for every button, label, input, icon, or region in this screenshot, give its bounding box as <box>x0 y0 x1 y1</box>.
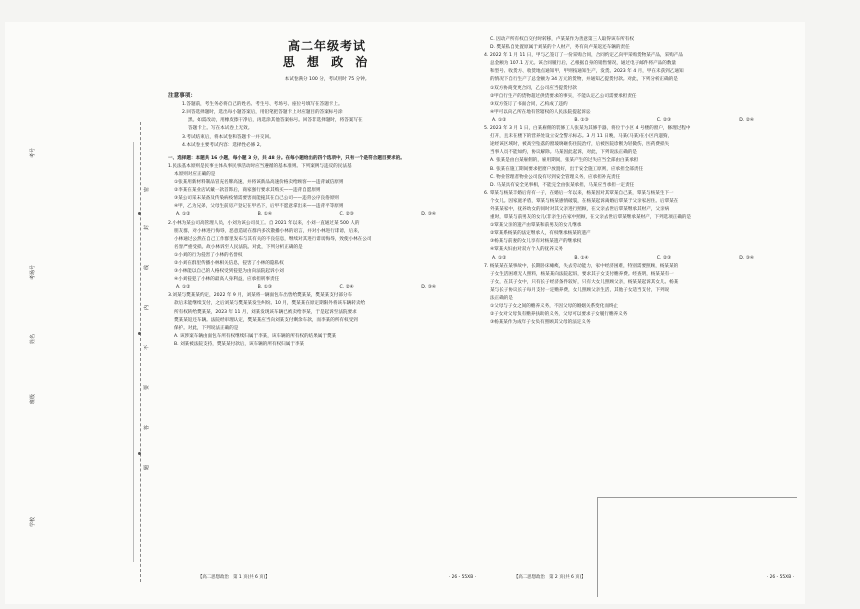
choice-b: B. ①④ <box>257 212 272 218</box>
question-text: 子女生活困难无人照料，杨某某向法院起诉，要求其子女支付赡养费。经查明，杨某某有一 <box>490 271 674 277</box>
binding-label-name: 姓名 <box>30 333 36 344</box>
notice-line: 3.考试结束后，将本试卷和答题卡一并交回。 <box>182 134 274 140</box>
question-option: D. 马某具有安全见事相，不能完全由张某承担，马某应当承担一定责任 <box>490 182 635 188</box>
question-text: 1.民法基本原则是民事主体从事民事活动时应当遵循的基本准则。下列案例与违反的民法基 <box>168 163 352 169</box>
subject-title: 思 想 政 治 <box>282 55 372 69</box>
seal-char: 线 <box>144 264 150 270</box>
choice-b: B. ①③ <box>257 285 272 291</box>
seal-char: 密 <box>144 186 150 192</box>
exam-title: 高二年级考试 <box>287 39 366 53</box>
question-text: 款后未能继续支付，之后刘某与樊某某发生纠纷。10 月，樊某某在原定期限外将该车辆转卖给 <box>174 301 366 307</box>
seal-char: 封 <box>144 224 150 230</box>
question-2 <box>168 220 486 293</box>
question-text: 总金额为 107.1 万元。该合同履行后，乙根据自身的销售情况，通过电子邮件将产品的数量 <box>490 61 677 67</box>
question-text: 重时，覃某与前男友的女儿(非亲生)在家中照顾，在父亲去世后覃某继承某财产，下列选项正确的是 <box>490 215 692 221</box>
question-option: ③杨某某作为成年子女负有照顾其父母的法定义务 <box>490 320 591 326</box>
binding-margin <box>5 22 150 604</box>
question-option: B. 张某在施工期间要求把窗户放置好，出于安全施工原则，应承担全部责任 <box>490 166 644 172</box>
question-text: 樊某某返还车辆。法院经审理认定，樊某某应当向刘某支付剩余车款，而李某的所有权受到 <box>174 317 358 323</box>
scan-edge-vertical <box>597 497 598 597</box>
question-text: 打开，且未在楼下的营养处设立安全警示标志。3 月 11 日晚，马某(马某)在小区内遛狗， <box>490 134 673 140</box>
seal-dot <box>138 332 141 335</box>
page-2 <box>484 22 804 604</box>
question-option: ②子女对父母负有赡养扶助的义务，父母可以要求子女履行赡养义务 <box>490 312 628 318</box>
question-option: A. 张某是由白某雇佣的，雇用期间，张某产生的过失应当全部由白某承担 <box>490 158 639 164</box>
scan-edge-horizontal <box>597 497 797 498</box>
exam-sheet <box>5 22 805 604</box>
question-option: ①小刘的行为侵害了小林的名誉权 <box>174 252 243 258</box>
seal-dashed-line <box>140 122 141 582</box>
question-option: D. 樊某私自处置原属于刘某的个人财产，务有向卢某返还车辆的责任 <box>490 45 630 51</box>
choice-c: C. ②③ <box>656 117 672 123</box>
answer-choices <box>484 117 804 125</box>
seal-dot <box>138 212 141 215</box>
answer-choices <box>168 284 486 292</box>
seal-dot <box>138 452 141 455</box>
question-text: 名誉严重受损。故小林诉至人民法院。对此，下列分析正确的是 <box>174 244 303 250</box>
question-option: ③某公司采末某备及传染病疫情需要害而能拖其在自己公司——违背公序良俗原则 <box>174 196 339 202</box>
choice-b: B. ①③ <box>574 117 589 123</box>
question-text: 子女，在其子女中，只有长子经济条件较好，只有大女儿照顾父亲，杨某某起诉其女儿、杨某 <box>490 279 679 285</box>
question-text: 6. 覃某与杨某丰婚后育有一子，在婚后一年以来，杨某因对其覃某自己某，覃某与杨某生下一 <box>484 190 674 196</box>
question-text: 某与长子协议长子每月支付一定赡养费，女儿照顾父亲生活，其他子女适当支付，下列说 <box>490 287 670 293</box>
binding-label-exam-number: 考号 <box>30 147 36 158</box>
question-5 <box>484 125 804 190</box>
notice-line: 1.答题前，考生务必将自己的姓名、考生号、考场号、座位号填写在答题卡上。 <box>182 102 343 108</box>
question-4 <box>484 52 804 125</box>
question-text: 所有权转给樊某某，2023 年 11 月，刘某发现该车辆已被卖给李某，于是起诉至法院要求 <box>174 309 357 315</box>
footer-page-label: 【高二思想政治 第 1 页(共 6 页)】 <box>198 574 270 580</box>
binding-label-class: 班级 <box>30 393 36 404</box>
seal-char: 要 <box>144 384 150 390</box>
page-footer <box>484 574 804 582</box>
question-option: ②小刘在群里传播小林相关信息，侵害了小林的隐私权 <box>174 260 284 266</box>
answer-choices <box>168 211 486 219</box>
question-text: 7. 杨某某在某事故中，长期卧床瘫痪，失去劳动能力，家中经济困难，特别需要照顾，杨某某的 <box>484 263 679 269</box>
question-3 <box>168 292 486 349</box>
choice-a: A. ①② <box>176 285 191 291</box>
question-text: 保护。对此，下列说法正确的是 <box>174 325 239 331</box>
seal-char: 不 <box>144 344 150 350</box>
notice-line: 黑。如需改动，用橡皮擦干净后，再选涂其他答案标号。回答非选择题时，将答案写在 <box>188 118 363 124</box>
question-text: 5. 2023 年 3 月 1 日，白某雇佣的装修工人张某为其修手器，将位于小区 4 号楼的窗户，修理过程中 <box>484 126 691 132</box>
choice-c: C. ②④ <box>339 285 354 291</box>
choice-a: A. ①② <box>492 255 507 261</box>
choice-d: D. ②④ <box>739 117 754 123</box>
question-option: ①张某用新材料制品冒充名牌高速，并将该新品高速价格卖给顾客——违背诚信原则 <box>174 180 344 186</box>
question-option: ①覃某父亲的遗产由覃某和前男友的女儿继承 <box>490 223 582 229</box>
question-option: ①双方协商变更合同，乙公司应当提货付款 <box>490 85 577 91</box>
footer-code: · 26 - 55XB · <box>448 574 476 580</box>
question-6 <box>484 190 804 263</box>
question-option: ①父母与子女之间的赡养义务，不因父母的婚姻关系变化而终止 <box>490 304 619 310</box>
question-text: 本原则对应正确的是 <box>174 171 216 177</box>
seal-char: 内 <box>144 304 150 310</box>
notice-line: 答题卡上。写在本试卷上无效。 <box>188 126 253 132</box>
choice-d: D. ③④ <box>421 285 436 291</box>
question-text: 的情况下自行生产了总金额为 34 万元的货物，并通知乙提货付款。对此，下列分析正确的是 <box>490 77 678 83</box>
question-text: 当事人员不能如约，协议解除。马某因此起诉，对此，下列说法正确的是 <box>490 150 638 156</box>
question-option: C. 因动产所有权自交付时转移，卢某某作为善意第三人取得该车所有权 <box>490 37 634 42</box>
question-1 <box>168 163 486 220</box>
page-1 <box>168 22 486 604</box>
question-option: ④甲，乙为兄弟，父母生前房产登记在甲名下，后甲不愿意拿出来——违背平等原则 <box>174 204 344 210</box>
question-text: 4. 2022 年 1 月 11 日，甲与乙签订了一份采购合同，合同约定乙向甲采购货物某产品，采购产品 <box>484 53 683 59</box>
footer-code: · 26 - 55XB · <box>766 574 794 580</box>
notice-line: 2.回答选择题时，选出每小题答案后，用铅笔把答题卡上对应题目的答案标号涂 <box>182 110 343 116</box>
question-option: ③小林能以自己的人格权受到侵犯为由向法院起诉小刘 <box>174 269 284 275</box>
question-option: ③杨某与前妻的女儿享有对杨某遗产的继承权 <box>490 239 582 245</box>
choice-a: A. ①② <box>492 117 507 123</box>
question-text: 外某某家中，抚养幼女的同时对其父亲进行照顾，在父亲去世后覃某继承其财产，父亲病 <box>490 206 670 212</box>
question-text: 2.小林为某公司高管理人员，小刘为该公司员工。自 2021 年以来，小刘一直通过某 500 人的 <box>168 220 360 226</box>
seal-solid-line <box>133 142 134 562</box>
question-option: A. 该涉案车辆由面包车所有权继续归属于李某，该车辆的所有权的结果属于樊某 <box>174 333 337 339</box>
notice-line: 4.本试卷主要考试内容：选择性必修 2。 <box>182 142 265 148</box>
section-heading: 一、选择题：本题共 16 小题，每小题 3 分，共 48 分。在每小题给出的四个选项中，只有一个是符合题目要求的。 <box>168 155 405 161</box>
question-option: ②李某在某业店试戴一款首饰后，商家强行要求其购买——违背自愿原则 <box>174 188 321 194</box>
question-option: ②覃某系杨某的法定继承人，有权继承杨某的遗产 <box>490 231 591 237</box>
page-footer <box>168 574 486 582</box>
question-option: C. 物业管理者物业公司没有尽到安全管理义务，应承担补充责任 <box>490 174 621 180</box>
choice-c: C. ②③ <box>339 212 354 218</box>
question-option: ④小刘侵犯了小林的最高人身利益，应承担刑事责任 <box>174 277 280 283</box>
question-option: ④覃某夫妇由对双方个人的抚养义务 <box>490 247 564 253</box>
question-text: 3.刘某与樊某某约定，2022 年 9 月，刘某将一辆面包车出售给樊某某，樊某某支付部分车 <box>168 293 353 299</box>
choice-b: B. ①④ <box>574 255 589 261</box>
question-option: B. 刘某被法院支持，樊某某付款后，该车辆的所有权归属于李某 <box>174 341 305 347</box>
footer-page-label: 【高二思想政治 第 2 页(共 6 页)】 <box>514 574 586 580</box>
choice-c: C. ②③ <box>656 255 672 261</box>
question-7 <box>484 263 804 328</box>
question-text: 途经该区域时，被高空坠落的窗玻璃砸伤住院治疗，后被医院诊断为轻微伤，医药费损失 <box>490 142 670 148</box>
answer-choices <box>484 255 804 263</box>
choice-a: A. ①② <box>176 212 191 218</box>
notice-block <box>168 92 486 150</box>
question-text: 个女儿。因家庭矛盾，覃某与杨某感情破裂，在杨某起诉离婚后覃某于父亲家居住。后覃某在 <box>490 198 679 204</box>
question-text: 和型号、收货方、收货地点通知甲，甲则按通知生产，发货。2023 年 4 月，甲在未获到乙通知 <box>490 69 684 75</box>
question-text: 朋友群，对小林进行侮辱，恶意造谣在群内多次散播小林的语言，并对小林进行诽谤，后来， <box>174 228 363 234</box>
notice-title: 注意事项： <box>168 93 196 100</box>
choice-d: D. ③④ <box>421 212 436 218</box>
seal-char: 题 <box>144 464 150 470</box>
question-option: ④甲可以向乙所在地有管辖权的人民法院提起诉讼 <box>490 109 591 115</box>
exam-meta: 本试卷满分 100 分，考试用时 75 分钟。 <box>284 77 370 82</box>
binding-label-school: 学校 <box>30 516 36 527</box>
binding-label-room: 考场号 <box>30 264 36 280</box>
question-option: ③双方签订了书面合同，乙构成了违约 <box>490 101 568 107</box>
question-option: ②甲自行生产的货物超过供货要求的事实，不能认定乙公司需要承担责任 <box>490 93 637 99</box>
choice-d: D. ③④ <box>739 255 754 261</box>
seal-char: 答 <box>144 424 150 430</box>
question-text: 法正确的是 <box>490 296 513 301</box>
question-text: 小林通过公然在自己工作群里发布与其有关的不良信息，继续对其进行诽谤侮辱，致使小林在公司 <box>174 236 372 242</box>
